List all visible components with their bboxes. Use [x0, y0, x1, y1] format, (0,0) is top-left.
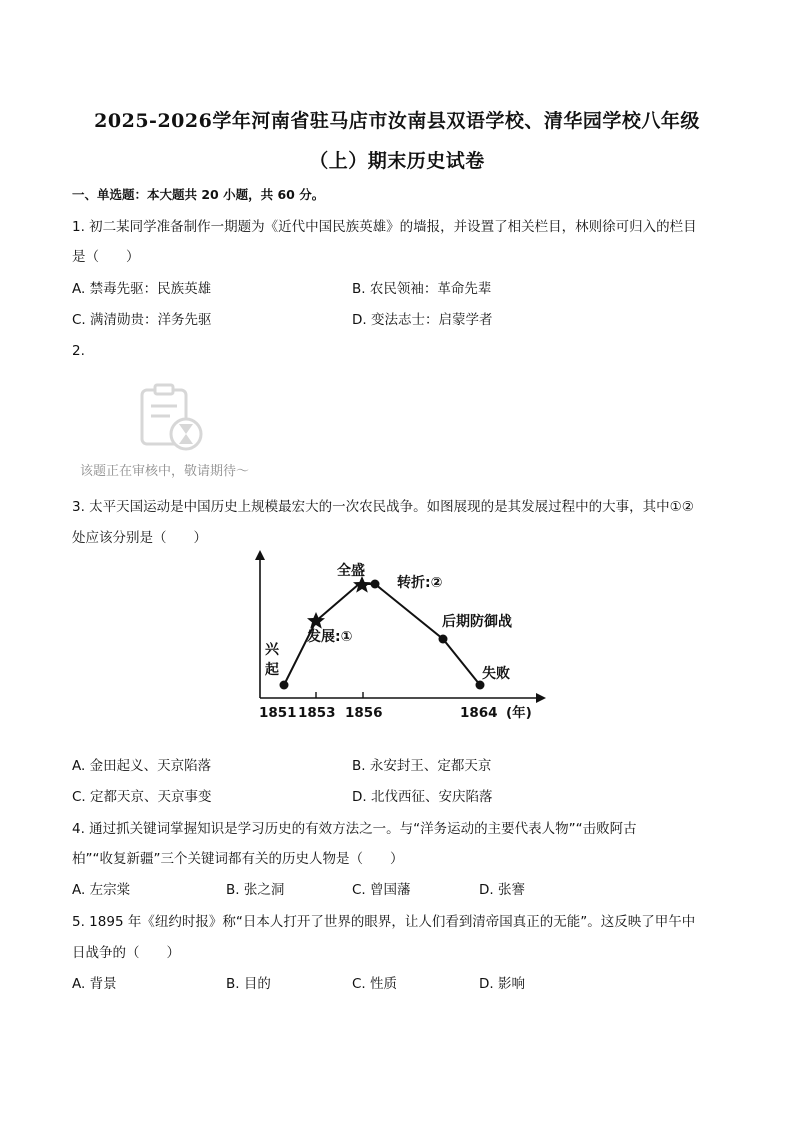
- exam-title-line2: （上）期末历史试卷: [309, 150, 485, 172]
- y-axis-arrow: [255, 550, 265, 560]
- q4-option-b: B. 张之洞: [226, 882, 285, 898]
- q2-placeholder-text: 该题正在审核中，敬请期待～: [80, 464, 250, 479]
- q1-option-a: A. 禁毒先驱：民族英雄: [72, 281, 212, 297]
- q1-stem-line1: 1. 初二某同学准备制作一期题为《近代中国民族英雄》的墙报，并设置了相关栏目，林则徐可归入的栏目: [72, 219, 697, 235]
- q3-stem-line1: 3. 太平天国运动是中国历史上规模最宏大的一次农民战争。如图展现的是其发展过程中的大事，其中①②: [72, 499, 694, 515]
- q5-option-d: D. 影响: [479, 976, 525, 992]
- q1-option-c: C. 满清勋贵：洋务先驱: [72, 312, 212, 328]
- label-fail: 失败: [482, 666, 510, 682]
- exam-title-line1: 2025-2026学年河南省驻马店市汝南县双语学校、清华园学校八年级: [94, 110, 700, 132]
- point-1856: [371, 580, 380, 589]
- taiping-timeline-chart: [250, 548, 550, 728]
- label-rise-2: 起: [265, 662, 279, 678]
- q5-option-a: A. 背景: [72, 976, 117, 992]
- point-1851: [280, 681, 289, 690]
- x-axis-arrow: [536, 693, 546, 703]
- q5-option-b: B. 目的: [226, 976, 271, 992]
- q3-option-b: B. 永安封王、定都天京: [352, 758, 492, 774]
- q1-option-b: B. 农民领袖：革命先辈: [352, 281, 492, 297]
- tick-label-1851: 1851: [259, 705, 297, 721]
- tick-label-1856: 1856: [345, 705, 383, 721]
- tick-label-1853: 1853: [298, 705, 336, 721]
- q1-option-d: D. 变法志士：启蒙学者: [352, 312, 493, 328]
- q4-option-a: A. 左宗棠: [72, 882, 131, 898]
- q5-stem-line2: 日战争的（ ）: [72, 945, 180, 961]
- q3-stem-line2: 处应该分别是（ ）: [72, 530, 207, 546]
- q4-stem-line2: 柏”“收复新疆”三个关键词都有关的历史人物是（ ）: [72, 851, 404, 867]
- section-heading: 一、单选题：本大题共 20 小题，共 60 分。: [72, 187, 325, 202]
- q1-stem-line2: 是（ ）: [72, 249, 140, 265]
- label-turn: 转折:②: [397, 575, 443, 591]
- q4-option-c: C. 曾国藩: [352, 882, 411, 898]
- label-peak: 全盛: [337, 563, 365, 579]
- q4-option-d: D. 张謇: [479, 882, 525, 898]
- q2-number: 2.: [72, 343, 85, 359]
- x-unit-label: (年): [506, 705, 532, 721]
- q5-stem-line1: 5. 1895 年《纽约时报》称“日本人打开了世界的眼界，让人们看到清帝国真正的无能”。这反映了甲午中: [72, 914, 696, 930]
- q3-option-c: C. 定都天京、天京事变: [72, 789, 212, 805]
- label-defense: 后期防御战: [442, 614, 512, 630]
- label-rise-1: 兴: [265, 642, 279, 658]
- label-develop: 发展:①: [307, 629, 353, 645]
- point-defense: [439, 635, 448, 644]
- tick-label-1864: 1864: [460, 705, 498, 721]
- q4-stem-line1: 4. 通过抓关键词掌握知识是学习历史的有效方法之一。与“洋务运动的主要代表人物”“击败阿古: [72, 821, 637, 837]
- q5-option-c: C. 性质: [352, 976, 398, 992]
- pending-review-icon: [134, 382, 208, 454]
- q3-option-d: D. 北伐西征、安庆陷落: [352, 789, 493, 805]
- q3-option-a: A. 金田起义、天京陷落: [72, 758, 212, 774]
